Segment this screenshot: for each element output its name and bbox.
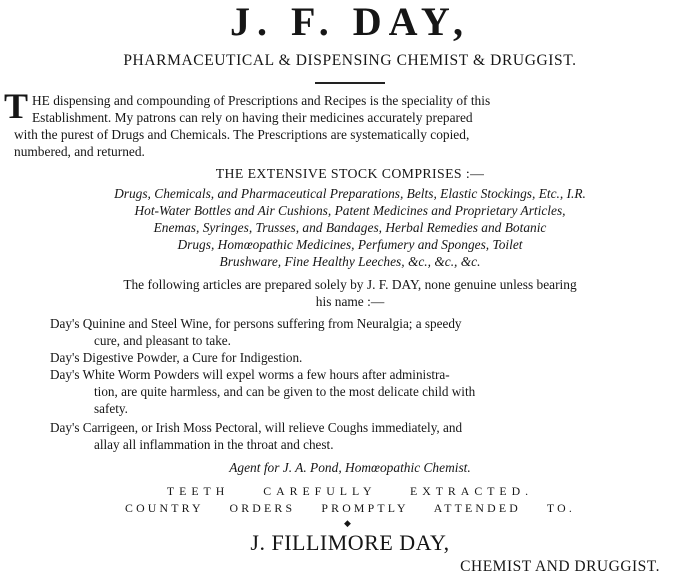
- following-line-1: The following articles are prepared solely by J. F. DAY, none genuine unless bearing: [123, 277, 577, 292]
- article-digestive-line-1: Day's Digestive Powder, a Cure for Indigestion.: [50, 350, 303, 365]
- proprietor-name: J. FILLIMORE DAY,: [250, 530, 450, 555]
- article-carrigeen-line-2: allay all inflammation in the throat and chest.: [94, 437, 334, 452]
- article-quinine-line-2: cure, and pleasant to take.: [94, 333, 231, 348]
- intro-line-3: with the purest of Drugs and Chemicals. The Prescriptions are systematically copied,: [14, 127, 470, 142]
- article-quinine-line-1: Day's Quinine and Steel Wine, for persons suffering from Neuralgia; a speedy: [50, 316, 462, 331]
- business-title: J. F. DAY,: [229, 0, 471, 44]
- diamond-ornament-icon: ◆: [344, 518, 351, 528]
- stock-line-4: Drugs, Homœopathic Medicines, Perfumery and Sponges, Toilet: [177, 237, 523, 252]
- title-divider: [315, 82, 385, 84]
- intro-line-2: Establishment. My patrons can rely on having their medicines accurately prepared: [32, 110, 473, 125]
- country-orders-line: COUNTRY ORDERS PROMPTLY ATTENDED TO.: [125, 501, 575, 515]
- article-worm-line-3: safety.: [94, 401, 128, 416]
- drop-cap: T: [4, 86, 29, 126]
- article-worm-line-1: Day's White Worm Powders will expel worms a few hours after administra-: [50, 367, 450, 382]
- proprietor-role: CHEMIST AND DRUGGIST.: [460, 558, 660, 575]
- stock-line-3: Enemas, Syringes, Trusses, and Bandages, Herbal Remedies and Botanic: [153, 220, 547, 235]
- agent-line: Agent for J. A. Pond, Homœopathic Chemist.: [229, 460, 471, 475]
- stock-heading: THE EXTENSIVE STOCK COMPRISES :—: [215, 166, 485, 181]
- following-line-2: his name :—: [315, 294, 385, 309]
- article-carrigeen-line-1: Day's Carrigeen, or Irish Moss Pectoral, will relieve Coughs immediately, and: [50, 420, 463, 435]
- stock-line-2: Hot-Water Bottles and Air Cushions, Patent Medicines and Proprietary Articles,: [134, 203, 566, 218]
- intro-line-4: numbered, and returned.: [14, 144, 145, 159]
- article-worm-line-2: tion, are quite harmless, and can be given to the most delicate child with: [94, 384, 476, 399]
- stock-line-5: Brushware, Fine Healthy Leeches, &c., &c., &c.: [219, 254, 481, 269]
- teeth-line: TEETH CAREFULLY EXTRACTED.: [166, 484, 534, 498]
- intro-line-1: HE dispensing and compounding of Prescriptions and Recipes is the speciality of this: [32, 93, 491, 108]
- business-subtitle: PHARMACEUTICAL & DISPENSING CHEMIST & DRUGGIST.: [123, 52, 577, 69]
- stock-line-1: Drugs, Chemicals, and Pharmaceutical Preparations, Belts, Elastic Stockings, Etc., I.R.: [114, 186, 586, 201]
